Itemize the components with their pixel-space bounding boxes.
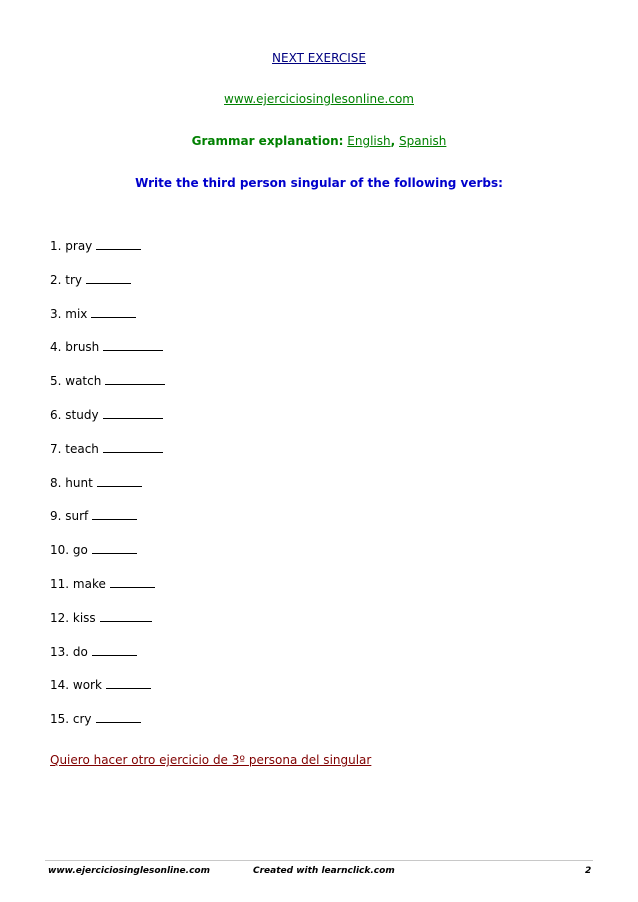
item-text: 7. teach [50,441,99,456]
grammar-spanish-link[interactable]: Spanish [399,134,447,148]
answer-blank[interactable] [110,576,155,588]
item-text: 1. pray [50,239,93,253]
grammar-explanation-line [0,134,638,148]
item-text: 15. cry [50,712,92,727]
answer-blank[interactable] [103,441,163,453]
answer-blank[interactable] [97,475,142,487]
list-item [50,306,165,340]
answer-blank[interactable] [106,677,151,689]
item-text: 10. go [50,543,88,558]
more-exercise-link[interactable]: Quiero hacer otro ejercicio de 3º persona del singular [50,753,372,767]
list-item [50,711,165,745]
footer-site: www.ejerciciosinglesonline.com [48,866,210,876]
grammar-separator: , [390,134,396,148]
footer-page-number: 2 [585,866,592,876]
item-text: 6. study [50,407,99,422]
item-text: 13. do [50,644,88,659]
grammar-explanation-label: Grammar explanation: [191,134,344,148]
answer-blank[interactable] [96,711,141,723]
item-text: 11. make [50,576,106,591]
list-item [50,576,165,610]
footer-created-with: Created with learnclick.com [253,866,395,876]
item-text: 3. mix [50,306,88,321]
list-item [50,610,165,644]
answer-blank[interactable] [91,306,136,318]
answer-blank[interactable] [100,610,152,622]
answer-blank[interactable] [86,272,131,284]
list-item [50,644,165,678]
list-item [50,272,165,306]
item-text: 8. hunt [50,475,93,490]
answer-blank[interactable] [105,373,165,385]
list-item [50,238,165,272]
list-item [50,542,165,576]
site-link[interactable]: www.ejerciciosinglesonline.com [224,92,414,106]
list-item [50,508,165,542]
answer-blank[interactable] [92,644,137,656]
exercise-list [50,238,165,745]
list-item [50,475,165,509]
item-text: 4. brush [50,340,100,355]
list-item [50,407,165,441]
list-item [50,677,165,711]
exercise-instruction: Write the third person singular of the following verbs: [135,176,503,190]
item-text: 12. kiss [50,610,96,625]
item-text: 2. try [50,272,83,287]
list-item [50,441,165,475]
list-item [50,339,165,373]
answer-blank[interactable] [103,407,163,419]
list-item [50,373,165,407]
answer-blank[interactable] [96,238,141,250]
next-exercise-link[interactable]: NEXT EXERCISE [272,51,366,65]
footer-divider [45,860,593,861]
answer-blank[interactable] [92,508,137,520]
answer-blank[interactable] [103,339,163,351]
answer-blank[interactable] [92,542,137,554]
item-text: 5. watch [50,374,102,389]
item-text: 14. work [50,678,102,693]
grammar-english-link[interactable]: English [347,134,391,148]
item-text: 9. surf [50,509,89,524]
